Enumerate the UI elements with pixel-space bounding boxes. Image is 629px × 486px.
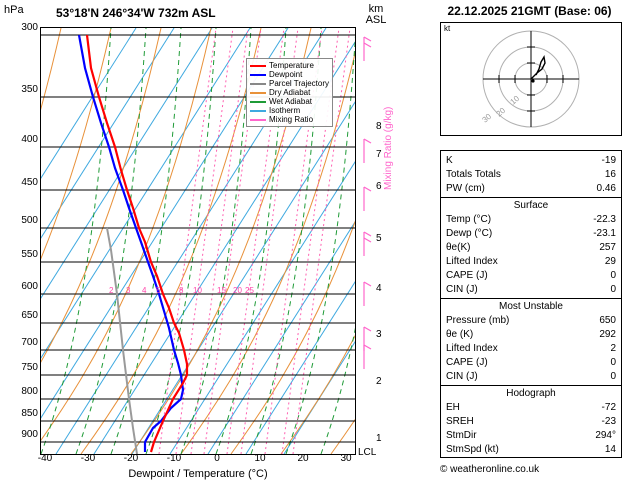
row-value: -22.3 [593, 214, 616, 225]
xtick: 30 [340, 453, 352, 464]
ytick: 550 [21, 249, 38, 260]
rtick: 1 [376, 433, 382, 444]
table-row [441, 227, 621, 241]
legend-swatch-isotherm [250, 110, 266, 112]
divider [441, 385, 621, 386]
table-row [441, 401, 621, 415]
table-row [441, 213, 621, 227]
row-value: 0 [610, 371, 616, 382]
ytick: 700 [21, 337, 38, 348]
table-row [441, 269, 621, 283]
row-value: 0.46 [596, 183, 616, 194]
xtick: 0 [214, 453, 220, 464]
xaxis-title: Dewpoint / Temperature (°C) [128, 468, 268, 480]
row-key: CAPE (J) [446, 357, 488, 368]
divider [441, 197, 621, 198]
section-title-surface: Surface [513, 200, 549, 211]
legend-item [250, 79, 329, 88]
table-row [441, 342, 621, 356]
mixing-ratio-value: 4 [142, 286, 147, 295]
mixing-ratio-value: 15 [217, 286, 226, 295]
legend-swatch-wet-adiabat [250, 101, 266, 103]
legend-swatch-parcel [250, 83, 266, 85]
mixing-ratio-value: 2 [109, 286, 114, 295]
ytick: 450 [21, 177, 38, 188]
legend-label: Parcel Trajectory [269, 79, 330, 88]
hodograph-ring-label: 30 [480, 111, 494, 125]
row-value: -19 [601, 155, 616, 166]
row-key: K [446, 155, 453, 166]
row-value: 0 [610, 270, 616, 281]
info-panel [430, 0, 629, 486]
row-value: 29 [604, 256, 616, 267]
row-value: -23.1 [593, 228, 616, 239]
row-key: StmSpd (kt) [446, 444, 499, 455]
row-key: CAPE (J) [446, 270, 488, 281]
mixing-ratio-value: 10 [193, 286, 202, 295]
xtick: 20 [297, 453, 309, 464]
pressure-axis [0, 22, 38, 453]
legend-label: Temperature [269, 61, 314, 70]
rtick: 4 [376, 283, 382, 294]
table-row [441, 154, 621, 168]
mixing-ratio-value: 20 [233, 286, 242, 295]
ytick: 600 [21, 281, 38, 292]
table-row [441, 182, 621, 196]
legend-item [250, 61, 329, 70]
xtick: 10 [254, 453, 266, 464]
row-key: Temp (°C) [446, 214, 492, 225]
row-key: StmDir [446, 430, 477, 441]
row-value: 14 [604, 444, 616, 455]
xtick: -40 [37, 453, 53, 464]
ytick: 900 [21, 429, 38, 440]
rtick: 2 [376, 376, 382, 387]
legend-label: Isotherm [269, 106, 301, 115]
date-header: 22.12.2025 21GMT (Base: 06) [447, 4, 612, 18]
ytick: 350 [21, 84, 38, 95]
ytick: 300 [21, 22, 38, 33]
table-row [441, 314, 621, 328]
legend-item [250, 106, 329, 115]
mixing-ratio-value: 8 [179, 286, 184, 295]
rtick: 5 [376, 233, 382, 244]
row-key: θe(K) [446, 242, 471, 253]
legend-item [250, 115, 329, 124]
row-key: Totals Totals [446, 169, 501, 180]
row-key: Lifted Index [446, 343, 498, 354]
section-title-most-unstable: Most Unstable [499, 301, 563, 312]
table-row [441, 415, 621, 429]
hodograph-unit-label: kt [444, 24, 451, 33]
legend-swatch-dry-adiabat [250, 92, 266, 94]
row-value: 292 [599, 329, 616, 340]
row-key: SREH [446, 416, 474, 427]
skewt-plot-area [40, 27, 356, 455]
credit-text: © weatheronline.co.uk [440, 464, 540, 475]
legend-label: Dewpoint [269, 70, 303, 79]
row-value: -72 [601, 402, 616, 413]
table-row [441, 283, 621, 297]
row-key: Lifted Index [446, 256, 498, 267]
table-row [441, 255, 621, 269]
temperature-axis [37, 453, 356, 469]
ytick: 500 [21, 215, 38, 226]
rtick: 7 [376, 149, 382, 160]
row-value: 0 [610, 357, 616, 368]
table-row [441, 443, 621, 457]
indices-table [440, 150, 622, 458]
rtick: 8 [376, 121, 382, 132]
legend-label: Mixing Ratio [269, 115, 314, 124]
table-row [441, 168, 621, 182]
hodograph-ring-label: 10 [508, 93, 522, 107]
mixing-ratio-value: 25 [245, 286, 254, 295]
row-value: 257 [599, 242, 616, 253]
lcl-label: LCL [358, 447, 377, 458]
pressure-unit-label: hPa [4, 4, 24, 16]
legend-item [250, 97, 329, 106]
table-row [441, 370, 621, 384]
legend-swatch-temperature [250, 65, 266, 67]
row-key: Dewp (°C) [446, 228, 493, 239]
altitude-axis [356, 27, 388, 453]
xtick: -20 [123, 453, 139, 464]
row-key: EH [446, 402, 460, 413]
ytick: 850 [21, 408, 38, 419]
row-key: θe (K) [446, 329, 474, 340]
row-value: 0 [610, 284, 616, 295]
ytick: 400 [21, 134, 38, 145]
mixing-ratio-axis-title: Mixing Ratio (g/kg) [383, 106, 394, 190]
row-value: 2 [610, 343, 616, 354]
row-value: 650 [599, 315, 616, 326]
legend-item [250, 88, 329, 97]
row-value: 16 [604, 169, 616, 180]
row-key: Pressure (mb) [446, 315, 510, 326]
hodograph-ring-label: 20 [494, 105, 508, 119]
legend-swatch-mixing-ratio [250, 119, 266, 121]
row-key: CIN (J) [446, 284, 478, 295]
legend-label: Dry Adiabat [269, 88, 311, 97]
mixing-ratio-value: 3 [126, 286, 131, 295]
ytick: 800 [21, 386, 38, 397]
xtick: -10 [166, 453, 182, 464]
temperature-curve [87, 35, 187, 452]
station-title: 53°18'N 246°34'W 732m ASL [56, 6, 216, 20]
mixing-ratio-value: 5 [156, 286, 161, 295]
legend-label: Wet Adiabat [269, 97, 312, 106]
altitude-unit-label: km ASL [365, 3, 387, 26]
ytick: 750 [21, 362, 38, 373]
rtick: 6 [376, 181, 382, 192]
table-row [441, 356, 621, 370]
row-value: 294° [595, 430, 616, 441]
row-key: CIN (J) [446, 371, 478, 382]
divider [441, 298, 621, 299]
hodograph [440, 22, 622, 136]
table-row [441, 328, 621, 342]
ytick: 650 [21, 310, 38, 321]
row-value: -23 [601, 416, 616, 427]
section-title-hodograph: Hodograph [506, 388, 556, 399]
xtick: -30 [80, 453, 96, 464]
row-key: PW (cm) [446, 183, 485, 194]
legend-swatch-dewpoint [250, 74, 266, 76]
legend [246, 58, 333, 127]
legend-item [250, 70, 329, 79]
table-row [441, 241, 621, 255]
table-row [441, 429, 621, 443]
rtick: 3 [376, 329, 382, 340]
